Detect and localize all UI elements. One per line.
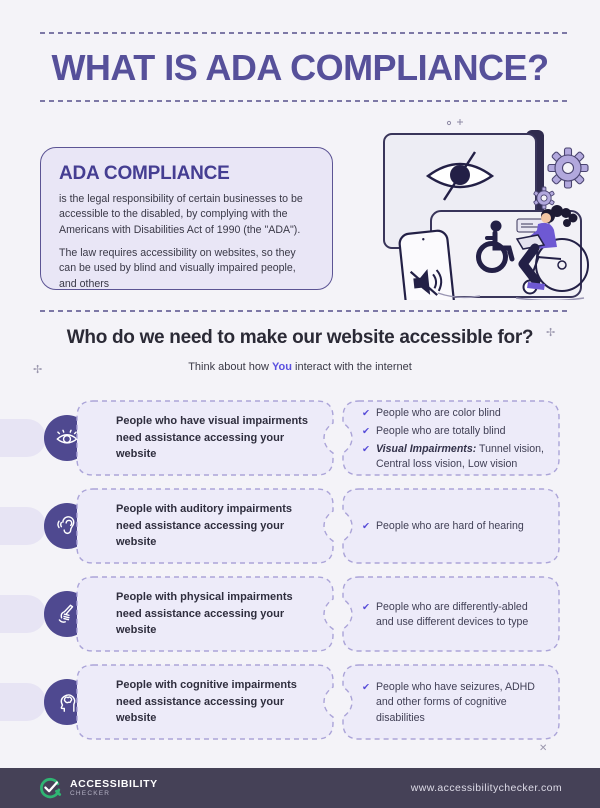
dashed-rule-top — [40, 32, 567, 34]
ada-card-title: ADA COMPLIANCE — [59, 163, 230, 184]
check-icon: ✔ — [362, 425, 370, 437]
brand — [38, 776, 158, 800]
dashed-rule-divider — [40, 310, 567, 312]
checkmark-circle-icon — [38, 776, 62, 800]
examples-list — [342, 400, 560, 476]
check-icon: ✔ — [362, 682, 370, 694]
check-icon: ✔ — [362, 601, 370, 613]
checklist-item — [362, 406, 546, 421]
row-accent-band — [0, 419, 46, 457]
subtitle-prefix: Think about how — [188, 361, 272, 373]
check-icon: ✔ — [362, 444, 370, 455]
row-accent-band — [0, 595, 46, 633]
check-icon: ✔ — [362, 407, 370, 419]
examples-list — [342, 488, 560, 564]
brand-text — [70, 778, 158, 798]
ada-definition-card — [40, 147, 333, 290]
section-subtitle — [0, 361, 600, 373]
checklist-text: People who are hard of hearing — [375, 520, 524, 533]
impairment-statement: People with auditory impairments need assistance accessing your website — [116, 503, 293, 549]
checklist-item — [362, 424, 546, 439]
checklist-text: People who have seizures, ADHD and other forms of cognitive disabilities — [375, 681, 535, 724]
checklist-item — [362, 600, 546, 630]
brand-sub: CHECKER — [70, 790, 111, 798]
checklist-item — [362, 442, 546, 472]
ada-card-paragraph-2: The law requires accessibility on websites, so they can be used by blind and visually impaired people, and others — [59, 247, 296, 290]
statement-bubble — [76, 488, 334, 564]
muted-phone-icon — [399, 230, 457, 300]
sparkle-decoration: ✢ — [546, 327, 556, 339]
footer-bar — [0, 768, 600, 808]
impairment-statement: People with cognitive impairments need assistance accessing your website — [116, 679, 297, 725]
statement-bubble — [76, 664, 334, 740]
examples-bubble — [342, 400, 560, 476]
examples-bubble — [342, 576, 560, 652]
footer-url: www.accessibilitychecker.com — [410, 782, 562, 794]
audience-row — [0, 576, 600, 652]
page-title: WHAT IS ADA COMPLIANCE? — [51, 47, 549, 88]
statement-bubble — [76, 576, 334, 652]
examples-list — [342, 576, 560, 652]
audience-row — [0, 664, 600, 740]
checklist-item — [362, 519, 546, 534]
sparkle-decoration: ✢ — [33, 364, 43, 376]
check-icon: ✔ — [362, 521, 370, 533]
dashed-rule-under-title — [40, 100, 567, 102]
checklist-item — [362, 680, 546, 725]
row-accent-band — [0, 507, 46, 545]
checklist-text: People who are color blind — [375, 406, 501, 419]
ada-card-paragraph-1: is the legal responsibility of certain businesses to be accessible to the disabled, by complying with the Americans with Disabilities Act of 1990 (the "ADA"). — [59, 193, 303, 236]
audience-row — [0, 400, 600, 476]
examples-bubble — [342, 488, 560, 564]
brand-name: ACCESSIBILITY — [70, 777, 158, 790]
hero-illustration — [376, 116, 590, 300]
subtitle-highlight: You — [271, 361, 292, 373]
audience-row — [0, 488, 600, 564]
checklist-text: Visual Impairments: Tunnel vision, Central loss vision, Low vision — [375, 443, 544, 471]
examples-bubble — [342, 664, 560, 740]
impairment-statement: People with physical impairments need assistance accessing your website — [116, 591, 293, 637]
checklist-text: People who are differently-abled and use different devices to type — [375, 600, 529, 628]
audience-rows — [0, 400, 600, 752]
statement-bubble — [76, 400, 334, 476]
checklist-text: People who are totally blind — [375, 424, 506, 437]
sparkle-decoration: ✕ — [539, 743, 548, 754]
row-accent-band — [0, 683, 46, 721]
examples-list — [342, 664, 560, 740]
section-heading: Who do we need to make our website accessible for? — [66, 327, 534, 348]
subtitle-suffix: interact with the internet — [291, 361, 412, 373]
impairment-statement: People who have visual impairments need assistance accessing your website — [116, 415, 308, 461]
